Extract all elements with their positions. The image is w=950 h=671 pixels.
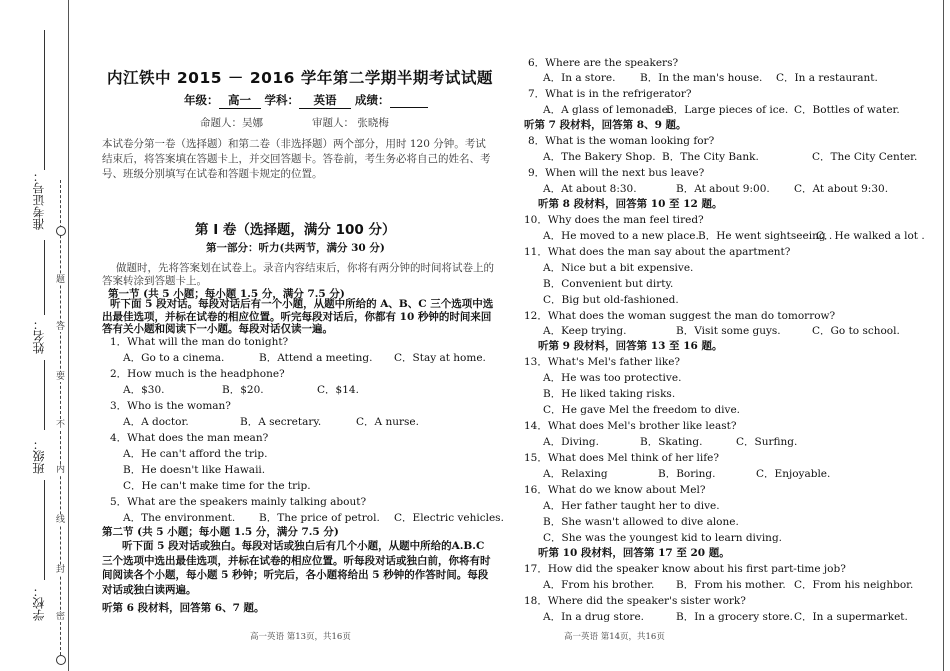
question-1-stem: 1．What will the man do tonight? — [110, 336, 289, 348]
seal-char: 不 — [56, 420, 66, 430]
question-4-stem: 4．What does the man mean? — [110, 432, 269, 444]
score-blank — [390, 93, 428, 108]
question-11-stem: 11．What does the man say about the apartment? — [524, 246, 791, 258]
seal-char: 封 — [56, 565, 66, 575]
q11-option-c: C．Big but old-fashioned. — [543, 294, 679, 306]
listening-instruction: 做题时，先将答案划在试卷上。录音内容结束后，你将有两分钟的时间将试卷上的答案转涂到答题卡上。 — [102, 262, 494, 287]
q3-option-a: A．A doctor. — [123, 416, 189, 428]
question-13-stem: 13．What's Mel's father like? — [524, 356, 681, 368]
part-1-title: 第一部分：听力(共两节，满分 30 分) — [206, 242, 385, 254]
subject-label: 学科： — [264, 93, 300, 107]
score-label: 成绩： — [355, 93, 390, 107]
q7-option-b: B．Large pieces of ice. — [666, 104, 789, 116]
material-8: 听第 8 段材料，回答第 10 至 12 题。 — [538, 198, 723, 210]
exam-no-label: 准考证号： — [32, 170, 46, 230]
question-15-stem: 15．What does Mel think of her life? — [524, 452, 720, 464]
q17-option-c: C．From his neighbor. — [794, 579, 914, 591]
page-footer-right: 高一英语 第14页，共16页 — [564, 632, 665, 642]
volume-1-title: 第 I 卷（选择题，满分 100 分） — [195, 222, 396, 238]
question-8-stem: 8．What is the woman looking for? — [528, 135, 715, 147]
q15-option-a: A．Relaxing — [543, 468, 608, 480]
q6-option-c: C．In a restaurant. — [776, 72, 878, 84]
q10-option-b: B．He went sightseeing . — [698, 230, 833, 242]
q16-option-c: C．She was the youngest kid to learn diving. — [543, 532, 783, 544]
q5-option-b: B．The price of petrol. — [259, 512, 380, 524]
q7-option-a: A．A glass of lemonade. — [543, 104, 672, 116]
q18-option-a: A．In a drug store. — [543, 611, 644, 623]
q13-option-c: C．He gave Mel the freedom to dive. — [543, 404, 741, 416]
page-right-border — [943, 0, 944, 671]
q2-option-a: A．$30. — [123, 384, 165, 396]
subject-value: 英语 — [299, 92, 351, 109]
question-10-stem: 10．Why does the man feel tired? — [524, 214, 704, 226]
setter: 命题人：吴娜 — [200, 117, 263, 129]
seal-circle — [56, 226, 66, 236]
q1-option-c: C．Stay at home. — [394, 352, 486, 364]
q16-option-a: A．Her father taught her to dive. — [543, 500, 720, 512]
material-9: 听第 9 段材料，回答第 13 至 16 题。 — [538, 340, 723, 352]
material-6: 听第 6 段材料，回答第 6、7 题。 — [102, 602, 265, 614]
q17-option-a: A．From his brother. — [543, 579, 655, 591]
q12-option-a: A．Keep trying. — [543, 325, 627, 337]
q9-option-b: B．At about 9:00. — [676, 183, 770, 195]
q14-option-a: A．Diving. — [543, 436, 599, 448]
question-3-stem: 3．Who is the woman? — [110, 400, 231, 412]
grade-row — [184, 92, 428, 109]
section-1-title: 第一节 (共 5 小题；每小题 1.5 分，满分 7.5 分) — [108, 288, 345, 300]
q6-option-a: A．In a store. — [543, 72, 616, 84]
q8-option-a: A．The Bakery Shop. — [543, 151, 656, 163]
q12-option-b: B．Visit some guys. — [676, 325, 781, 337]
q18-option-b: B．In a grocery store. — [676, 611, 794, 623]
q4-option-b: B．He doesn't like Hawaii. — [123, 464, 266, 476]
material-7: 听第 7 段材料，回答第 8、9 题。 — [524, 119, 687, 131]
q8-option-b: B．The City Bank. — [662, 151, 759, 163]
q2-option-b: B．$20. — [222, 384, 264, 396]
seal-char: 题 — [56, 275, 66, 285]
name-line — [44, 240, 45, 315]
q13-option-b: B．He liked taking risks. — [543, 388, 676, 400]
q9-option-a: A．At about 8:30. — [543, 183, 637, 195]
q4-option-a: A．He can't afford the trip. — [123, 448, 268, 460]
school-line — [44, 480, 45, 580]
seal-char: 密 — [56, 612, 66, 622]
question-2-stem: 2．How much is the headphone? — [110, 368, 285, 380]
section-2-instruction: 听下面 5 段对话或独白。每段对话或独白后有几个小题，从题中所给的A.B.C 三个选项中选出最佳选项，并标在试卷的相应位置。听每段对话或独白前，你将有时间阅读各个小题，每小题 5 秒钟；听完后，各小题将给出 5 秒钟的作答时间。每段对话或独白读两遍。 — [102, 540, 491, 596]
seal-char: 线 — [56, 515, 66, 525]
q7-option-c: C．Bottles of water. — [794, 104, 900, 116]
grade-value: 高一 — [219, 92, 261, 109]
question-12-stem: 12．What does the woman suggest the man do tomorrow? — [524, 310, 836, 322]
exam-title: 内江铁中 2015 － 2016 学年第二学期半期考试试题 — [107, 69, 493, 87]
q9-option-c: C．At about 9:30. — [794, 183, 889, 195]
binding-strip — [0, 0, 68, 671]
q14-option-c: C．Surfing. — [736, 436, 798, 448]
question-9-stem: 9．When will the next bus leave? — [528, 167, 705, 179]
question-6-stem: 6．Where are the speakers? — [528, 57, 679, 69]
question-14-stem: 14．What does Mel's brother like least? — [524, 420, 737, 432]
q8-option-c: C．The City Center. — [812, 151, 918, 163]
seal-char: 内 — [56, 465, 66, 475]
q1-option-a: A．Go to a cinema. — [123, 352, 225, 364]
page-footer-left: 高一英语 第13页，共16页 — [250, 632, 351, 642]
q11-option-b: B．Convenient but dirty. — [543, 278, 674, 290]
exam-no-line — [44, 30, 45, 170]
q18-option-c: C．In a supermarket. — [794, 611, 908, 623]
class-line — [44, 360, 45, 430]
binding-border — [68, 0, 69, 671]
seal-char: 答 — [56, 322, 66, 332]
name-label: 姓名： — [32, 318, 46, 354]
seal-circle — [56, 655, 66, 665]
intro-paragraph: 本试卷分第一卷（选择题）和第二卷（非选择题）两个部分，用时 120 分钟。考试结束后，将答案填在答题卡上，并交回答题卡。答卷前，考生务必将自己的姓名、考号、班级分别填写在试卷和答题卡规定的位置。 — [102, 138, 491, 180]
school-label: 学校： — [32, 585, 46, 621]
q12-option-c: C．Go to school. — [812, 325, 900, 337]
section-2-title: 第二节 (共 5 小题；每小题 1.5 分，满分 7.5 分) — [102, 526, 339, 538]
q17-option-b: B．From his mother. — [676, 579, 786, 591]
q10-option-a: A．He moved to a new place. — [543, 230, 699, 242]
question-16-stem: 16．What do we know about Mel? — [524, 484, 706, 496]
question-5-stem: 5．What are the speakers mainly talking about? — [110, 496, 367, 508]
q3-option-c: C．A nurse. — [356, 416, 419, 428]
q1-option-b: B．Attend a meeting. — [259, 352, 373, 364]
section-1-instruction: 听下面 5 段对话。每段对话后有一个小题，从题中所给的 A、B、C 三个选项中选出最佳选项，并标在试卷的相应位置。听完每段对话后，你都有 10 秒钟的时间来回答有关小题和阅读下一小题。每段对话仅读一遍。 — [102, 298, 494, 335]
q5-option-c: C．Electric vehicles. — [394, 512, 504, 524]
question-18-stem: 18．Where did the speaker's sister work? — [524, 595, 746, 607]
q15-option-c: C．Enjoyable. — [756, 468, 831, 480]
q2-option-c: C．$14. — [317, 384, 359, 396]
q16-option-b: B．She wasn't allowed to dive alone. — [543, 516, 739, 528]
q10-option-c: C．He walked a lot . — [816, 230, 925, 242]
seal-char: 要 — [56, 372, 66, 382]
grade-label: 年级： — [184, 93, 219, 107]
q11-option-a: A．Nice but a bit expensive. — [543, 262, 694, 274]
q3-option-b: B．A secretary. — [240, 416, 322, 428]
class-label: 班级： — [32, 438, 46, 474]
q15-option-b: B．Boring. — [658, 468, 716, 480]
q4-option-c: C．He can't make time for the trip. — [123, 480, 311, 492]
q6-option-b: B．In the man's house. — [640, 72, 763, 84]
q14-option-b: B．Skating. — [640, 436, 703, 448]
q5-option-a: A．The environment. — [123, 512, 236, 524]
question-17-stem: 17．How did the speaker know about his first part-time job? — [524, 563, 846, 575]
material-10: 听第 10 段材料，回答第 17 至 20 题。 — [538, 547, 730, 559]
question-7-stem: 7．What is in the refrigerator? — [528, 88, 692, 100]
reviewer: 审题人： 张晓梅 — [312, 117, 389, 129]
q13-option-a: A．He was too protective. — [543, 372, 682, 384]
